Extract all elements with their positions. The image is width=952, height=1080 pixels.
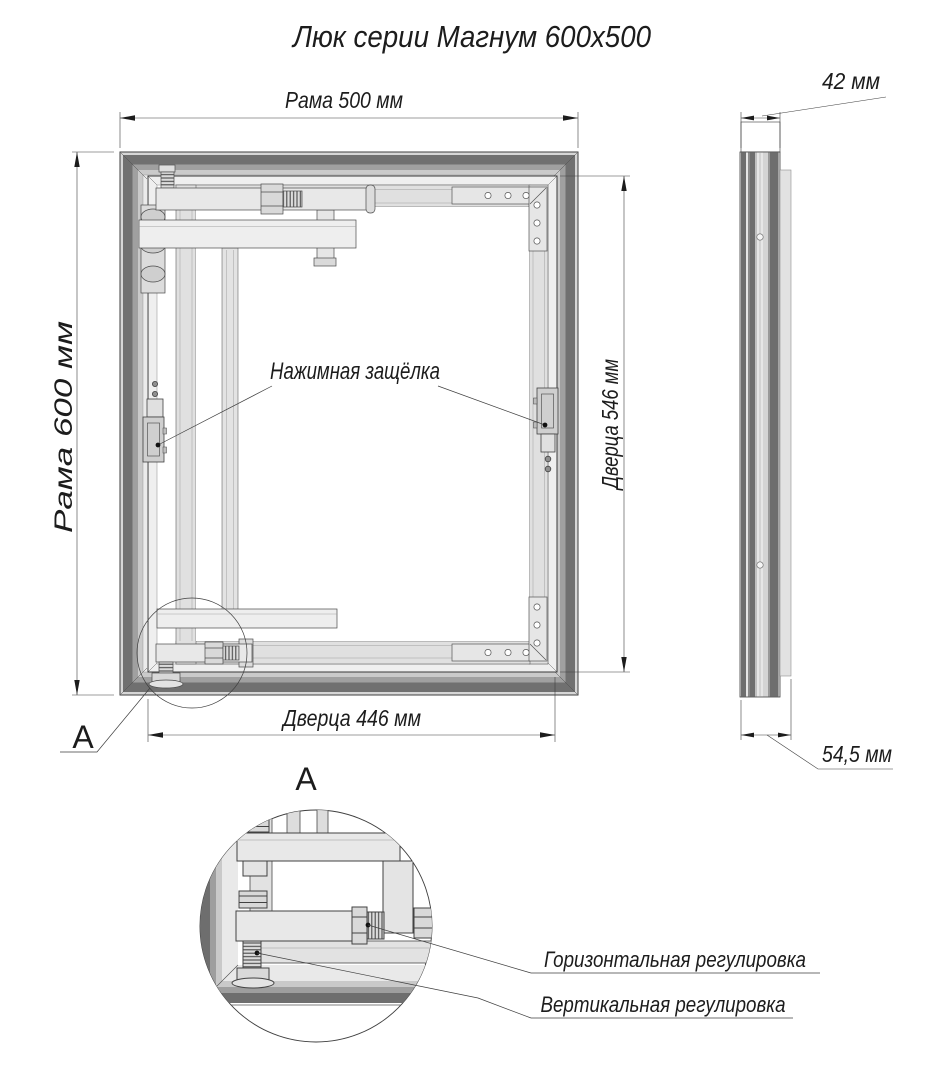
side-view <box>740 122 791 697</box>
horizontal-adjustment-label: Горизонтальная регулировка <box>544 947 806 972</box>
side-view-door-panel <box>780 170 791 676</box>
dim-depth-total-text: 54,5 мм <box>822 741 893 767</box>
vertical-adjustment-label: Вертикальная регулировка <box>540 992 786 1017</box>
leader-dot-left-latch <box>156 443 161 448</box>
dim-frame-width <box>120 87 578 148</box>
front-view-door <box>148 176 557 672</box>
drawing-title: Люк серии Магнум 600x500 <box>291 19 651 54</box>
dim-door-height-text: Дверца 546 мм <box>597 326 623 489</box>
dim-depth-frame-text: 42 мм <box>822 68 881 94</box>
dim-frame-height <box>50 152 114 695</box>
dim-frame-width-text: Рама 500 мм <box>285 87 404 113</box>
detail-marker-label: А <box>72 719 94 755</box>
detail-view-title: А <box>295 761 317 797</box>
side-profile-hole-bottom <box>757 562 763 568</box>
leader-dot-right-latch <box>543 423 548 428</box>
dim-door-width-text: Дверца 446 мм <box>280 705 422 731</box>
side-profile-hole-top <box>757 234 763 240</box>
latch-callout-label: Нажимная защёлка <box>270 358 440 385</box>
dim-frame-height-text: Рама 600 мм <box>50 381 78 533</box>
detail-view <box>196 761 820 1042</box>
